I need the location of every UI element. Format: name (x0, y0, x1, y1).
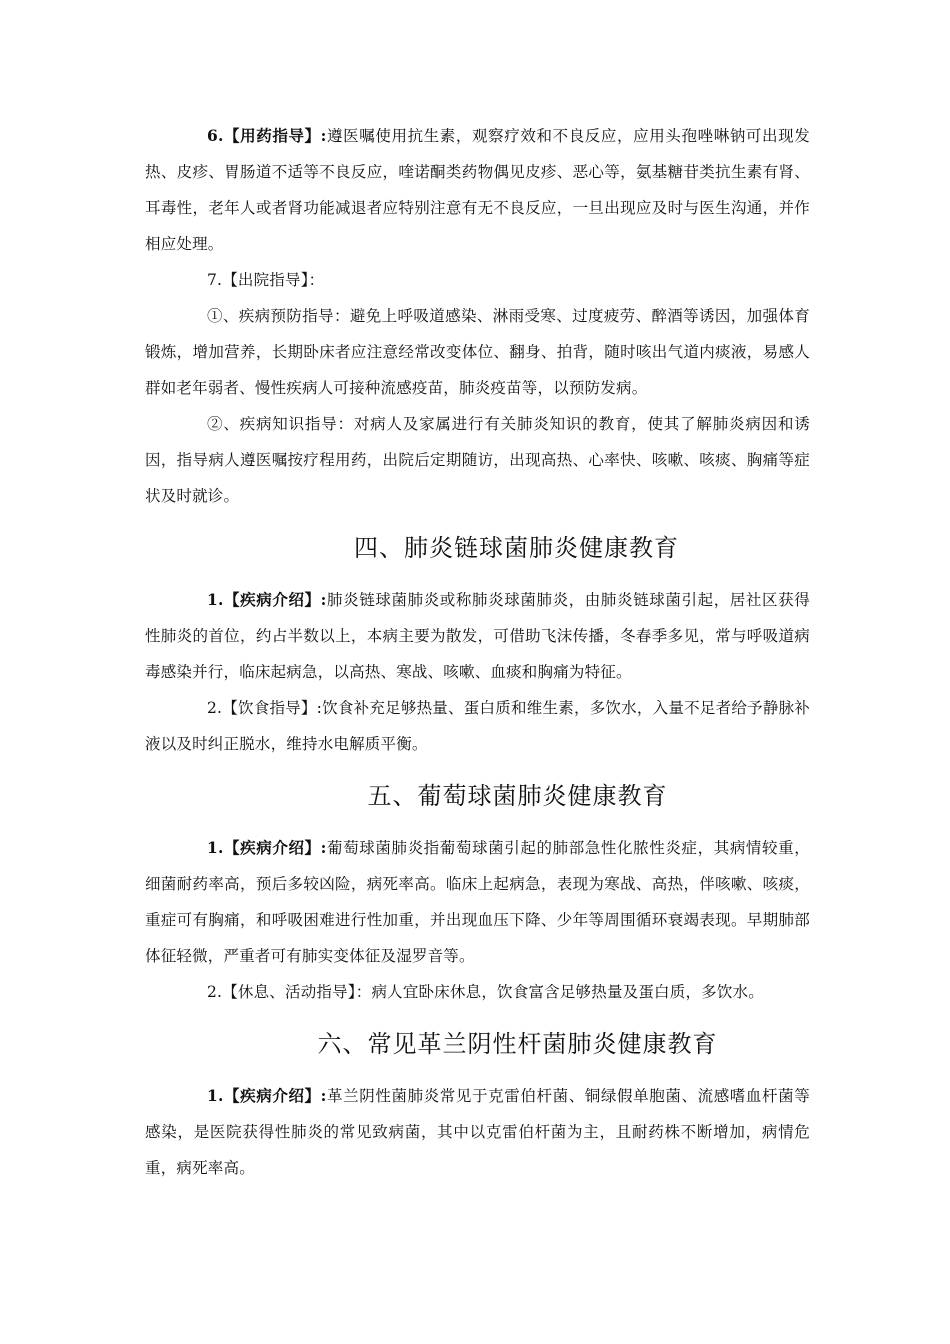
paragraph-discharge-guidance (145, 262, 810, 298)
paragraph-text: ①、疾病预防指导：避免上呼吸道感染、淋雨受寒、过度疲劳、醉酒等诱因，加强体育锻炼，增加营养，长期卧床者应注意经常改变体位、翻身、拍背，随时咳出气道内痰液，易感人群如老年弱者、慢性疾病人可接种流感疫苗，肺炎疫苗等，以预防发病。 (145, 307, 810, 397)
paragraph-lead: 2.【饮食指导】: (207, 699, 323, 717)
paragraph-disease-prevention (145, 298, 810, 406)
paragraph-lead: 1.【疾病介绍】: (207, 1086, 327, 1105)
paragraph-lead: 2.【休息、活动指导】： (207, 983, 372, 1001)
section-heading-4: 四、肺炎链球菌肺炎健康教育 (354, 534, 679, 562)
paragraph-staph-intro (145, 830, 810, 974)
paragraph-text: 葡萄球菌肺炎指葡萄球菌引起的肺部急性化脓性炎症，其病情较重，细菌耐药率高，预后多较凶险，病死率高。临床上起病急，表现为寒战、高热，伴咳嗽、咳痰，重症可有胸痛，和呼吸困难进行性加重，并出现血压下降、少年等周围循环衰竭表现。早期肺部体征轻微，严重者可有肺实变体征及湿罗音等。 (145, 839, 810, 965)
paragraph-lead: 6.【用药指导】: (207, 126, 327, 145)
paragraph-disease-knowledge (145, 406, 810, 514)
section-heading-5: 五、葡萄球菌肺炎健康教育 (367, 782, 668, 810)
paragraph-text: 遵医嘱使用抗生素，观察疗效和不良反应，应用头孢唑啉钠可出现发热、皮疹、胃肠道不适等不良反应，喹诺酮类药物偶见皮疹、恶心等，氨基糖苷类抗生素有肾、耳毒性，老年人或者肾功能减退者应特别注意有无不良反应，一旦出现应及时与医生沟通，并作相应处理。 (145, 127, 810, 253)
paragraph-rest-activity (145, 974, 810, 1010)
paragraph-gram-negative-intro (145, 1078, 810, 1186)
section-heading-6: 六、常见革兰阴性杆菌肺炎健康教育 (317, 1030, 718, 1058)
paragraph-text: 革兰阴性菌肺炎常见于克雷伯杆菌、铜绿假单胞菌、流感嗜血杆菌等感染，是医院获得性肺炎的常见致病菌，其中以克雷伯杆菌为主，且耐药株不断增加，病情危重，病死率高。 (145, 1087, 810, 1177)
paragraph-pneumococcal-intro (145, 582, 810, 690)
paragraph-lead: 7.【出院指导】： (207, 271, 325, 289)
paragraph-medication-guidance (145, 118, 810, 262)
paragraph-lead: 1.【疾病介绍】: (207, 590, 327, 609)
document-page (145, 118, 810, 1186)
paragraph-text: 饮食补充足够热量、蛋白质和维生素，多饮水，入量不足者给予静脉补液以及时纠正脱水，维持水电解质平衡。 (145, 699, 811, 753)
paragraph-text: 病人宜卧床休息，饮食富含足够热量及蛋白质，多饮水。 (371, 983, 764, 1001)
paragraph-text: 肺炎链球菌肺炎或称肺炎球菌肺炎，由肺炎链球菌引起，居社区获得性肺炎的首位，约占半数以上，本病主要为散发，可借助飞沫传播，冬春季多见，常与呼吸道病毒感染并行，临床起病急，以高热、寒战、咳嗽、血痰和胸痛为特征。 (145, 591, 810, 681)
paragraph-text: ②、疾病知识指导：对病人及家属进行有关肺炎知识的教育，使其了解肺炎病因和诱因，指导病人遵医嘱按疗程用药，出院后定期随访，出现高热、心率快、咳嗽、咳痰、胸痛等症状及时就诊。 (145, 415, 810, 505)
paragraph-lead: 1.【疾病介绍】: (207, 838, 327, 857)
paragraph-diet-guidance (145, 690, 810, 762)
